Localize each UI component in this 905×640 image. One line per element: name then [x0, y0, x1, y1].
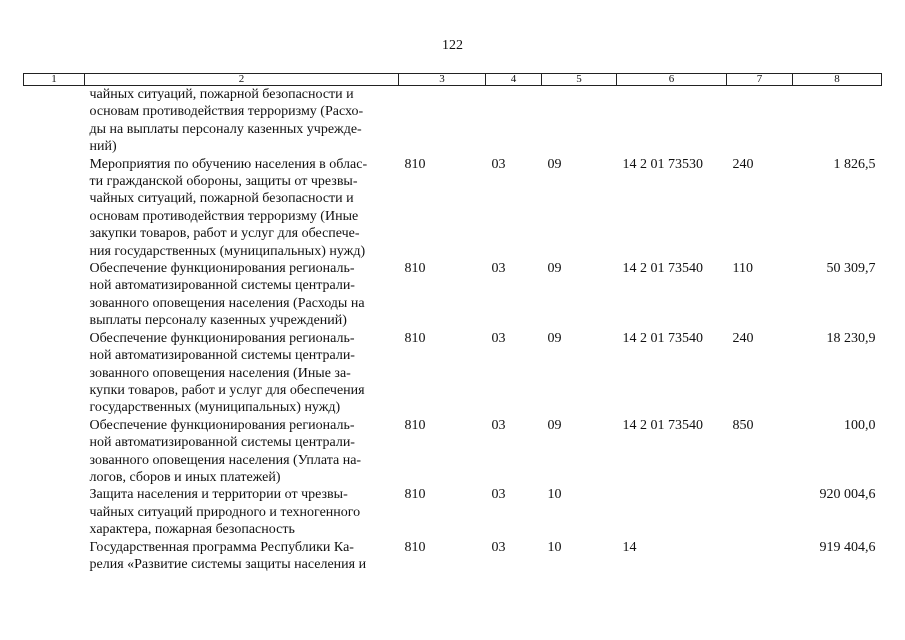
column-number-header: 2: [85, 74, 399, 86]
ministry-code: 810: [404, 261, 426, 277]
section-code: 03: [491, 417, 506, 433]
amount-value: 1 826,5: [833, 156, 876, 172]
row-description: Мероприятия по обучению населения в облас- ти гражданской обороны, защиты от чрезвы- чайных ситуаций, пожарной безопасности и основам противодействия терроризму (Иные закупки товаров, работ и услуг для обеспече- ния государственных (муниципальных) нужд): [89, 156, 368, 259]
subsection-code: 10: [547, 487, 562, 503]
row-number-cell: [24, 260, 85, 330]
table-row: [24, 260, 882, 330]
section-code: 03: [491, 487, 506, 503]
row-number-cell: [24, 330, 85, 417]
expense-type-code: 240: [732, 330, 754, 346]
column-number-header: 6: [617, 74, 727, 86]
amount-value: 18 230,9: [826, 330, 876, 346]
expense-type-code: 110: [732, 261, 753, 277]
row-description: чайных ситуаций, пожарной безопасности и основам противодействия терроризму (Расхо- ды на выплаты персоналу казенных учрежде- ний): [89, 87, 364, 155]
target-article-code: 14 2 01 73530: [622, 156, 703, 172]
subsection-code: 09: [547, 156, 562, 172]
amount-value: 919 404,6: [819, 539, 876, 555]
expense-type-code: [727, 86, 793, 156]
row-description: Обеспечение функционирования региональ- ной автоматизированной системы централи- зованного оповещения населения (Иные за- купки товаров, работ и услуг для обеспечения государственных (муниципальных) нужд): [89, 330, 365, 416]
row-description: Защита населения и территории от чрезвы- чайных ситуаций природного и техногенного характера, пожарная безопасность: [89, 487, 361, 538]
table-row: [24, 86, 882, 156]
row-number-cell: [24, 486, 85, 538]
page-number: 122: [442, 38, 463, 53]
ministry-code: [399, 86, 486, 156]
target-article-code: 14 2 01 73540: [622, 330, 703, 346]
row-number-cell: [24, 86, 85, 156]
subsection-code: [542, 86, 617, 156]
subsection-code: 10: [547, 539, 562, 555]
column-number-header: 1: [24, 74, 85, 86]
table-row: [24, 330, 882, 417]
section-code: 03: [491, 539, 506, 555]
target-article-code: [617, 86, 727, 156]
column-number-row: [24, 74, 882, 86]
row-description: Обеспечение функционирования региональ- ной автоматизированной системы централи- зованного оповещения населения (Уплата на- логов, сборов и иных платежей): [89, 417, 362, 485]
row-description: Обеспечение функционирования региональ- ной автоматизированной системы централи- зованного оповещения населения (Расходы на выплаты персоналу казенных учреждений): [89, 261, 365, 329]
table-row: [24, 156, 882, 260]
section-code: 03: [491, 156, 506, 172]
column-number-header: 5: [542, 74, 617, 86]
target-article-code: 14 2 01 73540: [622, 417, 703, 433]
expense-type-code: 240: [732, 156, 754, 172]
row-number-cell: [24, 417, 85, 487]
column-number-header: 8: [793, 74, 882, 86]
expense-type-code: [727, 486, 793, 538]
row-number-cell: [24, 156, 85, 260]
subsection-code: 09: [547, 330, 562, 346]
expense-type-code: [727, 539, 793, 574]
subsection-code: 09: [547, 261, 562, 277]
ministry-code: 810: [404, 330, 426, 346]
column-number-header: 7: [727, 74, 793, 86]
amount-value: [793, 86, 882, 156]
ministry-code: 810: [404, 417, 426, 433]
amount-value: 50 309,7: [826, 261, 876, 277]
table-row: [24, 539, 882, 574]
target-article-code: 14: [622, 539, 637, 555]
amount-value: 920 004,6: [819, 487, 876, 503]
budget-table: [23, 73, 882, 573]
section-code: 03: [491, 261, 506, 277]
row-description: Государственная программа Республики Ка- релия «Развитие системы защиты населения и: [89, 539, 367, 572]
ministry-code: 810: [404, 487, 426, 503]
ministry-code: 810: [404, 156, 426, 172]
table-row: [24, 417, 882, 487]
table-row: [24, 486, 882, 538]
amount-value: 100,0: [844, 417, 876, 433]
section-code: [486, 86, 542, 156]
column-number-header: 3: [399, 74, 486, 86]
row-number-cell: [24, 539, 85, 574]
subsection-code: 09: [547, 417, 562, 433]
target-article-code: [617, 486, 727, 538]
target-article-code: 14 2 01 73540: [622, 261, 703, 277]
section-code: 03: [491, 330, 506, 346]
column-number-header: 4: [486, 74, 542, 86]
ministry-code: 810: [404, 539, 426, 555]
expense-type-code: 850: [732, 417, 754, 433]
